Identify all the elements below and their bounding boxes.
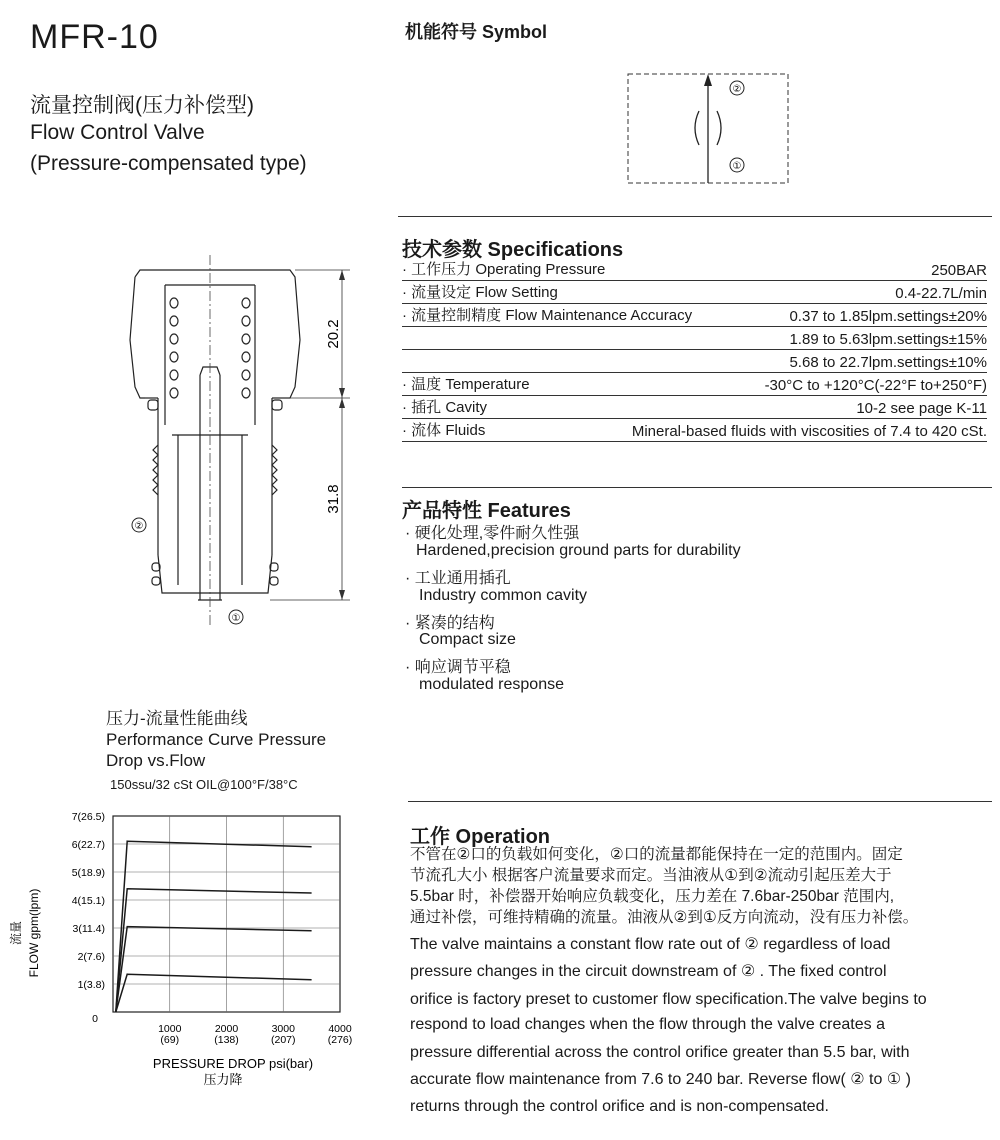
chart-x-tick-sub: (138)	[214, 1034, 239, 1046]
divider	[408, 801, 992, 802]
operation-en-line: The valve maintains a constant flow rate out of ② regardless of load	[410, 936, 891, 953]
chart-x-tick-sub: (69)	[160, 1034, 180, 1046]
specs-title: 技术参数 Specifications	[402, 239, 624, 261]
spec-row	[402, 281, 987, 304]
operation-en-line: accurate flow maintenance from 7.6 to 240 bar. Reverse flow( ② to ① )	[410, 1071, 911, 1088]
chart-x-tick-sub: (207)	[270, 1034, 296, 1046]
operation-title: 工作 Operation	[410, 826, 551, 848]
title-en: Flow Control Valve	[30, 121, 205, 144]
chart-y-tick-label: 7(26.5)	[71, 811, 105, 823]
chart-ylabel: FLOW gpm(lpm)	[27, 888, 41, 978]
spec-row	[402, 304, 987, 327]
chart-xlabel: PRESSURE DROP psi(bar)	[152, 1056, 314, 1071]
chart-x-tick-label: 1000	[158, 1023, 182, 1035]
chart-x-tick-label: 3000	[271, 1023, 295, 1035]
performance-chart	[0, 800, 395, 1100]
chart-y-tick-label: 1(3.8)	[77, 979, 105, 991]
chart-y-tick-label: 5(18.9)	[71, 867, 105, 879]
chart-xlabel-zh: 压力降	[203, 1072, 243, 1087]
spec-label: · 流量设定 Flow Setting	[402, 284, 558, 301]
chart-series-line	[116, 927, 312, 1012]
symbol-port-1: ①	[732, 161, 742, 172]
feature-en: Industry common cavity	[419, 587, 588, 604]
chart-y-tick-label: 6(22.7)	[71, 839, 105, 851]
spec-label: · 流体 Fluids	[402, 422, 486, 439]
performance-title-zh: 压力-流量性能曲线	[106, 709, 248, 728]
valve-cross-section-drawing	[110, 255, 390, 640]
spec-row	[402, 396, 987, 419]
chart-origin-label: 0	[92, 1013, 98, 1025]
dimension-upper: 20.2	[325, 319, 342, 349]
dimension-lower: 31.8	[325, 484, 342, 514]
spec-value: Mineral-based fluids with viscosities of 7.4 to 420 cSt.	[631, 423, 987, 440]
operation-zh-line: 5.5bar 时，补偿器开始响应负载变化，压力差在 7.6bar-250bar 范围内,	[410, 888, 895, 905]
spec-value: 5.68 to 22.7lpm.settings±10%	[789, 354, 987, 371]
drawing-port-1: ①	[231, 613, 241, 624]
spec-label: · 工作压力 Operating Pressure	[402, 261, 606, 278]
divider	[398, 216, 992, 217]
drawing-port-2: ②	[134, 521, 144, 532]
spec-value: 10-2 see page K-11	[856, 400, 987, 417]
title-zh: 流量控制阀(压力补偿型)	[30, 94, 254, 117]
symbol-port-2: ②	[732, 84, 742, 95]
chart-series-line	[116, 974, 312, 1012]
title-en-type: (Pressure-compensated type)	[30, 152, 307, 175]
spec-row	[402, 350, 987, 373]
operation-zh-line: 节流孔大小 根据客户流量要求而定。当油液从①到②流动引起压差大于	[410, 867, 892, 884]
spec-label: · 插孔 Cavity	[402, 399, 488, 416]
chart-ylabel-zh: 流量	[9, 920, 23, 946]
chart-x-tick-sub: (276)	[327, 1034, 353, 1046]
chart-y-tick-label: 4(15.1)	[71, 895, 105, 907]
spec-value: 1.89 to 5.63lpm.settings±15%	[789, 331, 987, 348]
spec-label: · 流量控制精度 Flow Maintenance Accuracy	[402, 307, 693, 324]
operation-en-line: pressure changes in the circuit downstream of ② . The fixed control	[410, 963, 887, 980]
spec-row	[402, 373, 987, 396]
performance-condition: 150ssu/32 cSt OIL@100°F/38°C	[110, 777, 298, 792]
features-title: 产品特性 Features	[402, 500, 571, 522]
spec-value: 0.37 to 1.85lpm.settings±20%	[789, 308, 987, 325]
performance-title-en2: Drop vs.Flow	[106, 751, 206, 770]
feature-zh: · 硬化处理,零件耐久性强	[405, 525, 580, 542]
feature-zh: · 响应调节平稳	[405, 659, 511, 676]
operation-en-line: respond to load changes when the flow through the valve creates a	[410, 1016, 885, 1033]
operation-en-line: orifice is factory preset to customer flow specification.The valve begins to	[410, 991, 927, 1008]
operation-zh-line: 不管在②口的负载如何变化，②口的流量都能保持在一定的范围内。固定	[410, 846, 903, 863]
spec-value: 250BAR	[931, 262, 987, 279]
chart-y-tick-label: 3(11.4)	[72, 923, 105, 935]
feature-en: modulated response	[419, 676, 564, 693]
spec-value: 0.4-22.7L/min	[895, 285, 987, 302]
spec-row	[402, 258, 987, 281]
spec-value: -30°C to +120°C(-22°F to+250°F)	[764, 377, 987, 394]
operation-zh-line: 通过补偿，可维持精确的流量。油液从②到①反方向流动，没有压力补偿。	[410, 909, 919, 926]
divider	[402, 487, 992, 488]
feature-en: Hardened,precision ground parts for durability	[416, 542, 741, 559]
feature-zh: · 紧凑的结构	[405, 615, 495, 632]
model-number: MFR-10	[30, 18, 159, 56]
spec-label: · 温度 Temperature	[402, 376, 530, 393]
feature-en: Compact size	[419, 631, 516, 648]
spec-row	[402, 327, 987, 350]
hydraulic-symbol	[620, 66, 800, 190]
feature-zh: · 工业通用插孔	[405, 570, 511, 587]
spec-row	[402, 419, 987, 442]
chart-x-tick-label: 4000	[328, 1023, 352, 1035]
performance-title-en: Performance Curve Pressure	[106, 730, 327, 749]
chart-x-tick-label: 2000	[214, 1023, 239, 1035]
chart-y-tick-label: 2(7.6)	[77, 951, 105, 963]
chart-series-line	[116, 889, 312, 1012]
operation-en-line: returns through the control orifice and is non-compensated.	[410, 1098, 829, 1115]
symbol-title: 机能符号 Symbol	[405, 22, 548, 42]
operation-en-line: pressure differential across the control orifice greater than 5.5 bar, with	[410, 1044, 910, 1061]
